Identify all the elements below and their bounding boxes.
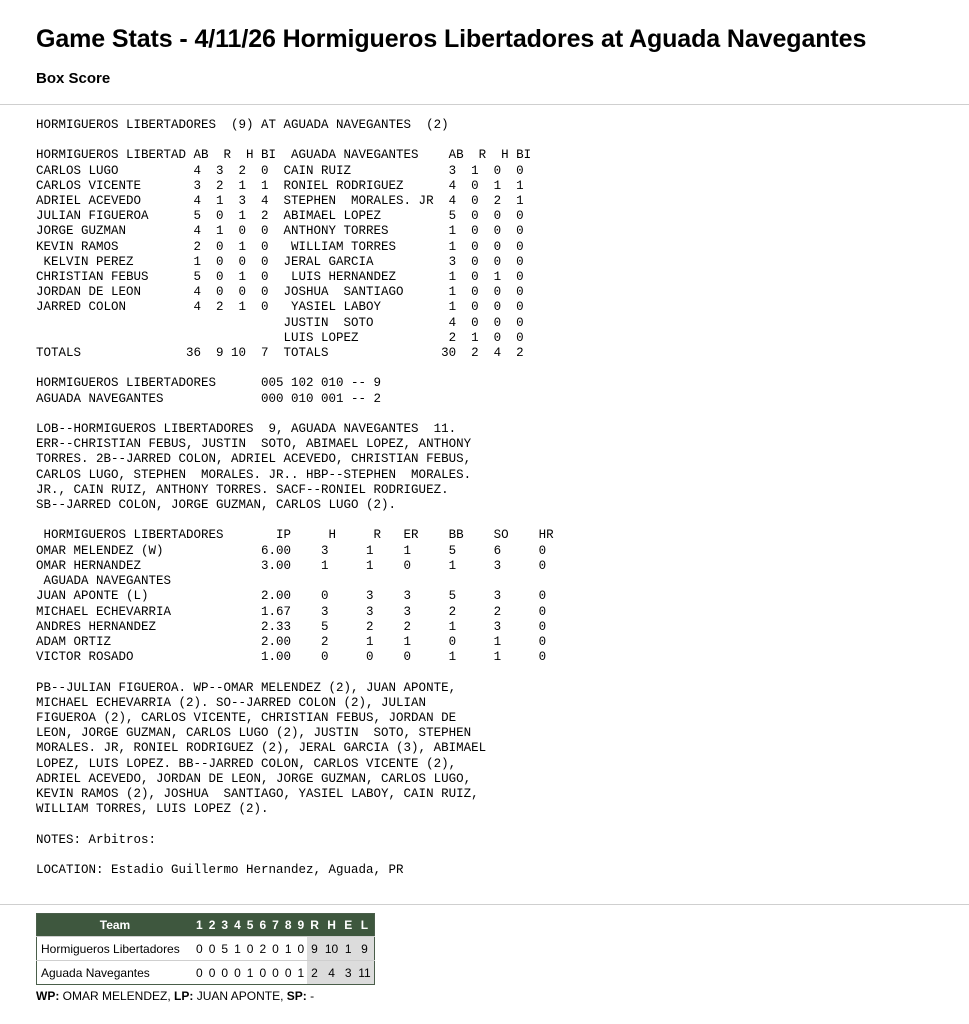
wp-label: WP: <box>36 989 60 1003</box>
team-name: Aguada Navegantes <box>37 961 194 985</box>
box-score-text: HORMIGUEROS LIBERTADORES (9) AT AGUADA NAVEGANTES (2) HORMIGUEROS LIBERTAD AB R H BI AGUADA NAVEGANTES AB R H BI CARLOS LUGO 4 3 2 0 CAIN RUIZ 3 1 0 0 CARLOS VICENTE 3 2 1 1 RONIEL RODRIGUEZ 4 0 1 1 ADRIEL ACEVEDO 4 1 3 4 STEPHEN MORALES. JR 4 0 2 1 JULIAN FIGUEROA 5 0 1 2 ABIMAEL LOPEZ 5 0 0 0 JORGE GUZMAN 4 1 0 0 ANTHONY TORRES 1 0 0 0 KEVIN RAMOS 2 0 1 0 WILLIAM TORRES 1 0 0 0 KELVIN PEREZ 1 0 0 0 JERAL GARCIA 3 0 0 0 CHRISTIAN FEBUS 5 0 1 0 LUIS HERNANDEZ 1 0 1 0 JORDAN DE LEON 4 0 0 0 JOSHUA SANTIAGO 1 0 0 0 JARRED COLON 4 2 1 0 YASIEL LABOY 1 0 0 0 JUSTIN SOTO 4 0 0 0 LUIS LOPEZ 2 1 0 0 TOTALS 36 9 10 7 TOTALS 30 2 4 2 HORMIGUEROS LIBERTADORES 005 102 010 -- 9 AGUADA NAVEGANTES 000 010 001 -- 2 LOB--HORMIGUEROS LIBERTADORES 9, AGUADA NAVEGANTES 11. ERR--CHRISTIAN FEBUS, JUSTIN SOTO, ABIMAEL LOPEZ, ANTHONY TORRES. 2B--JARRED COLON, ADRIEL ACEVEDO, CHRISTIAN FEBUS, CARLOS LUGO, STEPHEN MORALES. JR.. HBP--STEPHEN MORALES. JR., CAIN RUIZ, ANTHONY TORRES. SACF--RONIEL RODRIGUEZ. SB--JARRED COLON, JORGE GUZMAN, CARLOS LUGO (2). HORMIGUEROS LIBERTADORES IP H R ER BB SO HR OMAR MELENDEZ (W) 6.00 3 1 1 5 6 0 OMAR HERNANDEZ 3.00 1 1 0 1 3 0 AGUADA NAVEGANTES JUAN APONTE (L) 2.00 0 3 3 5 3 0 MICHAEL ECHEVARRIA 1.67 3 3 3 2 2 0 ANDRES HERNANDEZ 2.33 5 2 2 1 3 0 ADAM ORTIZ 2.00 2 1 1 0 1 0 VICTOR ROSADO 1.00 0 0 0 1 1 0 PB--JULIAN FIGUEROA. WP--OMAR MELENDEZ (2), JUAN APONTE, MICHAEL ECHEVARRIA (2). SO--JARRED COLON (2), JULIAN FIGUEROA (2), CARLOS VICENTE, CHRISTIAN FEBUS, JORDAN DE LEON, JORGE GUZMAN, CARLOS LUGO (2), JUSTIN SOTO, STEPHEN MORALES. JR, RONIEL RODRIGUEZ (2), JERAL GARCIA (3), ABIMAEL LOPEZ, LUIS LOPEZ. BB--JARRED COLON, CARLOS VICENTE (2), ADRIEL ACEVEDO, JORDAN DE LEON, JORGE GUZMAN, CARLOS LUGO, KEVIN RAMOS (2), JOSHUA SANTIAGO, YASIEL LABOY, CAIN RUIZ, WILLIAM TORRES, LUIS LOPEZ (2). NOTES: Arbitros: LOCATION: Estadio Guillermo Hernandez, Aguada, PR <box>36 118 554 877</box>
inning-score: 5 <box>218 937 231 961</box>
col-header-errors: E <box>341 914 355 937</box>
col-header-runs: R <box>307 914 322 937</box>
team-name: Hormigueros Libertadores <box>37 937 194 961</box>
col-header-team: Team <box>37 914 194 937</box>
inning-score: 0 <box>206 961 219 985</box>
winning-pitcher: OMAR MELENDEZ <box>62 989 168 1003</box>
inning-score: 0 <box>231 961 244 985</box>
total-hits: 10 <box>322 937 341 961</box>
inning-score: 0 <box>244 937 257 961</box>
col-header-inning-4: 4 <box>231 914 244 937</box>
total-runs: 9 <box>307 937 322 961</box>
page-title: Game Stats - 4/11/26 Hormigueros Libertadores at Aguada Navegantes <box>36 25 867 53</box>
inning-score: 0 <box>218 961 231 985</box>
col-header-hits: H <box>322 914 341 937</box>
total-errors: 1 <box>341 937 355 961</box>
col-header-inning-5: 5 <box>244 914 257 937</box>
total-errors: 3 <box>341 961 355 985</box>
save-pitcher: - <box>310 989 315 1003</box>
table-row <box>37 937 375 961</box>
col-header-inning-3: 3 <box>218 914 231 937</box>
linescore-header-row <box>37 914 375 937</box>
inning-score: 1 <box>244 961 257 985</box>
inning-score: 0 <box>256 961 269 985</box>
inning-score: 1 <box>282 937 295 961</box>
total-runs: 2 <box>307 961 322 985</box>
col-header-lob: L <box>355 914 374 937</box>
bottom-divider <box>0 904 969 905</box>
col-header-inning-6: 6 <box>256 914 269 937</box>
col-header-inning-9: 9 <box>295 914 308 937</box>
inning-score: 0 <box>295 937 308 961</box>
losing-pitcher: JUAN APONTE <box>196 989 281 1003</box>
linescore-table <box>36 913 375 985</box>
col-header-inning-8: 8 <box>282 914 295 937</box>
pitching-decisions: WP: OMAR MELENDEZ, LP: JUAN APONTE, SP: - <box>36 989 315 1003</box>
table-row <box>37 961 375 985</box>
inning-score: 0 <box>193 961 206 985</box>
inning-score: 2 <box>256 937 269 961</box>
inning-score: 0 <box>193 937 206 961</box>
top-divider <box>0 104 969 105</box>
section-heading-box-score: Box Score <box>36 70 111 87</box>
lp-label: LP: <box>174 989 194 1003</box>
total-lob: 9 <box>355 937 374 961</box>
sp-label: SP: <box>286 989 307 1003</box>
total-hits: 4 <box>322 961 341 985</box>
inning-score: 0 <box>206 937 219 961</box>
col-header-inning-1: 1 <box>193 914 206 937</box>
col-header-inning-2: 2 <box>206 914 219 937</box>
inning-score: 1 <box>231 937 244 961</box>
inning-score: 0 <box>269 937 282 961</box>
inning-score: 0 <box>282 961 295 985</box>
inning-score: 1 <box>295 961 308 985</box>
col-header-inning-7: 7 <box>269 914 282 937</box>
total-lob: 11 <box>355 961 374 985</box>
inning-score: 0 <box>269 961 282 985</box>
